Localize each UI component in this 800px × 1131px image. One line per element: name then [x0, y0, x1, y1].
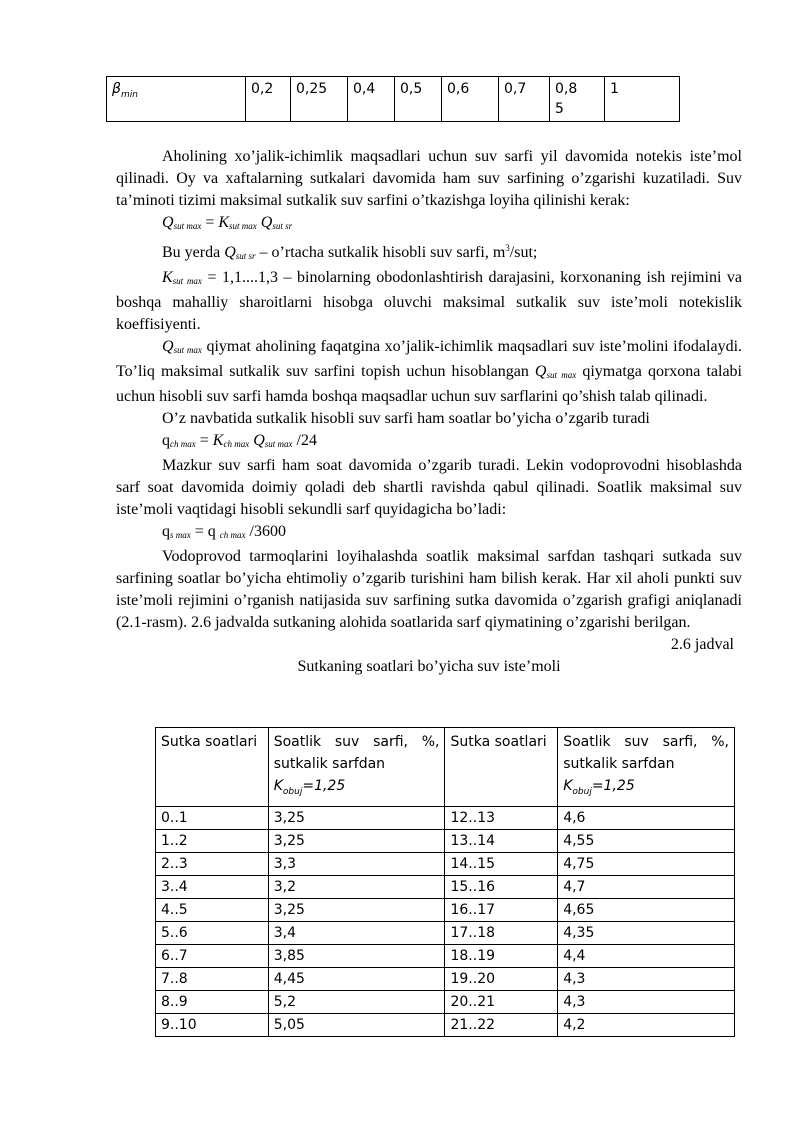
table-row	[156, 944, 735, 967]
hour-range-cell: 20..21	[445, 990, 558, 1013]
header-hours: Sutka soatlari	[445, 728, 558, 807]
paragraph-4: $Q_{sut max}$ qiymat aholining faqatgina xo’jalik-ichimlik maqsadlari suv iste’molini ifodalaydi. To’liq maksimal sutkalik suv sarfini topish uchun hisoblangan $Q_{sut max}$ qiymatga qorxona talabi uchun hisobli suv sarfi hamda boshqa maqsadlar uchun suv sarflarini qo’shish talab qilinadi.	[116, 338, 743, 405]
formula-q-sut-max: $Q_{sut max} = K_{sut max}$ $Q_{sut sr}$	[162, 214, 293, 231]
header-value: Soatlik suv sarfi, %, sutkalik sarfdan $K_{obuj}=1,25$	[268, 728, 445, 807]
paragraph-6: Mazkur suv sarfi ham soat davomida o’zgarib turadi. Lekin vodoprovodni hisoblashda sarf soat davomida doimiy qoladi deb shartli ravishda qabul qilinadi. Soatlik maksimal suv iste’moli vaqtidagi hisobli sekundli sarf quyidagicha bo’ladi:	[116, 457, 742, 518]
beta-value-cell: 0,4	[348, 77, 395, 122]
hour-range-cell: 18..19	[445, 944, 558, 967]
hour-range-cell: 2..3	[156, 852, 269, 875]
paragraph-5: O’z navbatida sutkalik hisobli suv sarfi ham soatlar bo’yicha o’zgarib turadi	[162, 410, 650, 427]
hour-range-cell: 17..18	[445, 921, 558, 944]
percent-value-cell: 3,3	[268, 852, 445, 875]
beta-row	[107, 77, 680, 122]
beta-subscript: min	[120, 89, 138, 100]
percent-value-cell: 4,4	[558, 944, 735, 967]
hour-range-cell: 3..4	[156, 875, 269, 898]
percent-value-cell: 5,2	[268, 990, 445, 1013]
beta-value-cell: 0,6	[442, 77, 499, 122]
beta-value-cell: 0,7	[499, 77, 550, 122]
beta-min-label	[107, 77, 246, 122]
percent-value-cell: 4,3	[558, 990, 735, 1013]
table-row	[156, 829, 735, 852]
table-header-row	[156, 728, 735, 807]
table-row	[156, 990, 735, 1013]
hour-range-cell: 8..9	[156, 990, 269, 1013]
beta-min-table	[106, 76, 680, 122]
percent-value-cell: 4,7	[558, 875, 735, 898]
percent-value-cell: 3,2	[268, 875, 445, 898]
table-row	[156, 898, 735, 921]
hour-range-cell: 5..6	[156, 921, 269, 944]
hour-range-cell: 15..16	[445, 875, 558, 898]
hour-range-cell: 9..10	[156, 1013, 269, 1036]
table-number: 2.6 jadval	[670, 636, 734, 653]
percent-value-cell: 4,45	[268, 967, 445, 990]
percent-value-cell: 5,05	[268, 1013, 445, 1036]
beta-value-cell: 0,8 5	[550, 77, 605, 122]
paragraph-2: Bu yerda $Q_{sut sr}$ – o’rtacha sutkalik hisobli suv sarfi, $m^3$/sut;	[162, 243, 538, 261]
hour-range-cell: 13..14	[445, 829, 558, 852]
hour-range-cell: 7..8	[156, 967, 269, 990]
table-row	[156, 967, 735, 990]
beta-value-cell: 1	[605, 77, 680, 122]
percent-value-cell: 4,35	[558, 921, 735, 944]
table-title: Sutkaning soatlari bo’yicha suv iste’moli	[297, 658, 561, 675]
percent-value-cell: 3,25	[268, 829, 445, 852]
percent-value-cell: 4,65	[558, 898, 735, 921]
formula-q-ch-max: $q_{ch max} = K_{ch max}$ $Q_{sut max}$ /24	[162, 432, 317, 449]
document-body	[116, 146, 742, 678]
beta-symbol: β	[112, 81, 121, 97]
percent-value-cell: 3,4	[268, 921, 445, 944]
table-row	[156, 806, 735, 829]
percent-value-cell: 3,25	[268, 898, 445, 921]
header-hours: Sutka soatlari	[156, 728, 269, 807]
percent-value-cell: 3,85	[268, 944, 445, 967]
hour-range-cell: 19..20	[445, 967, 558, 990]
hour-range-cell: 1..2	[156, 829, 269, 852]
hour-range-cell: 12..13	[445, 806, 558, 829]
percent-value-cell: 4,2	[558, 1013, 735, 1036]
table-row	[156, 852, 735, 875]
table-row	[156, 921, 735, 944]
hourly-water-use-table	[155, 727, 735, 1037]
hour-range-cell: 21..22	[445, 1013, 558, 1036]
percent-value-cell: 4,75	[558, 852, 735, 875]
table-row	[156, 1013, 735, 1036]
hour-range-cell: 6..7	[156, 944, 269, 967]
beta-value-cell: 0,5	[395, 77, 442, 122]
beta-value-cell: 0,25	[291, 77, 348, 122]
percent-value-cell: 4,55	[558, 829, 735, 852]
paragraph-3: $K_{sut max} = 1,1....1,3$ – binolarning obodonlashtirish darajasini, korxonaning ish rejimini va boshqa mahalliy sharoitlarni hisobga oluvchi maksimal sutkalik suv iste’moli notekislik koeffisiyenti.	[116, 269, 743, 333]
percent-value-cell: 4,6	[558, 806, 735, 829]
percent-value-cell: 3,25	[268, 806, 445, 829]
hour-range-cell: 0..1	[156, 806, 269, 829]
header-value: Soatlik suv sarfi, %, sutkalik sarfdan $K_{obuj}=1,25$	[558, 728, 735, 807]
formula-q-s-max: $q_{s max} = q$ $_{ch max}$ /3600	[162, 523, 286, 540]
hour-range-cell: 16..17	[445, 898, 558, 921]
paragraph-7: Vodoprovod tarmoqlarini loyihalashda soatlik maksimal sarfdan tashqari sutkada suv sarfining soatlar bo’yicha ehtimoliy o’zgarib turishini ham bilish kerak. Har xil aholi punkti suv iste’moli rejimini o’rganish natijasida suv sarfining sutka davomida o’zgarish grafigi aniqlanadi (2.1-rasm). 2.6 jadvalda sutkaning alohida soatlarida sarf qiymatining o’zgarishi berilgan.	[116, 548, 742, 631]
hour-range-cell: 4..5	[156, 898, 269, 921]
table-row	[156, 875, 735, 898]
hour-range-cell: 14..15	[445, 852, 558, 875]
paragraph-1: Aholining xo’jalik-ichimlik maqsadlari uchun suv sarfi yil davomida notekis iste’mol qilinadi. Oy va xaftalarning sutkalari davomida ham suv sarfining o’zgarishi kuzatiladi. Suv ta’minoti tizimi maksimal sutkalik suv sarfini o’tkazishga loyiha qilinishi kerak:	[116, 148, 742, 209]
beta-value-cell: 0,2	[246, 77, 291, 122]
percent-value-cell: 4,3	[558, 967, 735, 990]
table-body	[156, 806, 735, 1036]
